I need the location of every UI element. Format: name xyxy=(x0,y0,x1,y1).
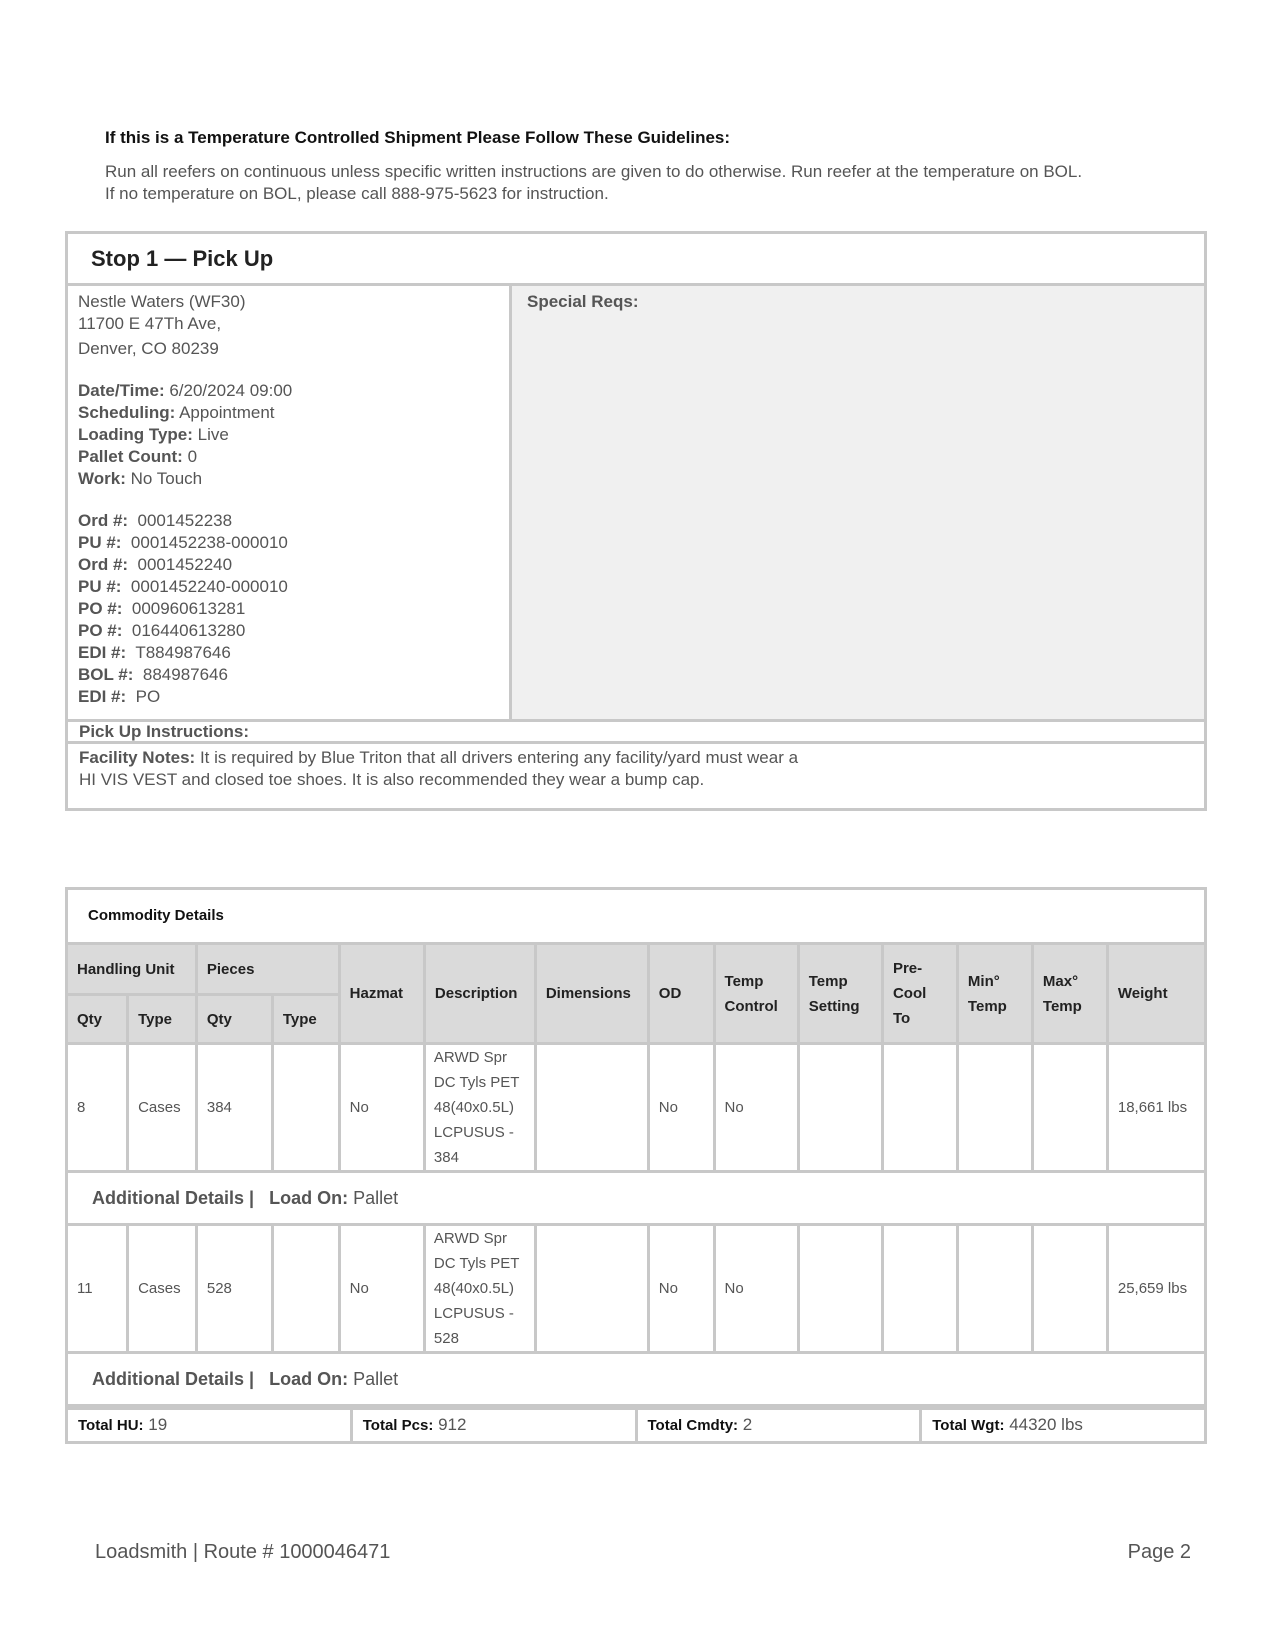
additional-details-row xyxy=(68,1353,1204,1406)
detail-value: Live xyxy=(197,425,229,444)
additional-details-label: Additional Details | xyxy=(92,1187,255,1208)
header-hu-type: Type xyxy=(128,995,197,1044)
header-hazmat: Hazmat xyxy=(339,945,424,1044)
header-hu-qty: Qty xyxy=(68,995,128,1044)
ref-label: PU #: xyxy=(78,577,122,596)
detail-label: Loading Type: xyxy=(78,425,193,444)
ref-row xyxy=(78,620,499,642)
total-pcs-label: Total Pcs: xyxy=(362,1417,434,1434)
header-handling-unit: Handling Unit xyxy=(68,945,196,995)
table-row xyxy=(68,1044,1204,1172)
total-pcs-value: 912 xyxy=(438,1415,467,1434)
ref-row xyxy=(78,510,499,532)
total-hu-value: 19 xyxy=(148,1415,168,1434)
ref-value: 0001452238 xyxy=(137,511,233,530)
header-precool: Pre-Cool To xyxy=(882,945,957,1044)
load-on-label: Load On: xyxy=(269,1187,349,1208)
ref-row xyxy=(78,554,499,576)
cell-hu-qty: 11 xyxy=(68,1225,128,1353)
footer-page-number: Page 2 xyxy=(1127,1541,1191,1563)
ref-label: BOL #: xyxy=(78,665,134,684)
additional-details-label: Additional Details | xyxy=(92,1368,255,1389)
guidelines-line-2: If no temperature on BOL, please call 888-975-5623 for instruction. xyxy=(105,184,609,203)
cell-weight: 25,659 lbs xyxy=(1107,1225,1204,1353)
header-temp-setting: Temp Setting xyxy=(798,945,882,1044)
ref-label: PU #: xyxy=(78,533,122,552)
total-hu xyxy=(68,1410,350,1441)
header-description: Description xyxy=(424,945,535,1044)
pickup-instructions-label: Pick Up Instructions: xyxy=(68,719,1204,744)
ref-value: 0001452238-000010 xyxy=(130,533,288,552)
detail-row xyxy=(78,424,499,446)
stop-title: Stop 1 — Pick Up xyxy=(68,234,1204,286)
ref-label: PO #: xyxy=(78,621,123,640)
header-od: OD xyxy=(648,945,714,1044)
ref-label: PO #: xyxy=(78,599,123,618)
detail-label: Work: xyxy=(78,469,126,488)
cell-pc-qty: 384 xyxy=(196,1044,272,1172)
detail-row xyxy=(78,380,499,402)
ref-value: 016440613280 xyxy=(131,621,246,640)
cell-description: ARWD Spr DC Tyls PET 48(40x0.5L) LCPUSUS - 384 xyxy=(424,1044,535,1172)
detail-row xyxy=(78,402,499,424)
totals-row xyxy=(68,1407,1204,1441)
facility-name: Nestle Waters (WF30) xyxy=(78,292,246,311)
address-line-1: 11700 E 47Th Ave, xyxy=(78,314,222,333)
ref-row xyxy=(78,532,499,554)
load-on-label: Load On: xyxy=(269,1368,349,1389)
header-weight: Weight xyxy=(1107,945,1204,1044)
ref-label: EDI #: xyxy=(78,643,127,662)
cell-min-temp xyxy=(957,1044,1032,1172)
load-on-value: Pallet xyxy=(353,1187,399,1208)
stop-details xyxy=(68,286,509,719)
address-line-2: Denver, CO 80239 xyxy=(78,339,219,358)
ref-row xyxy=(78,598,499,620)
detail-label: Pallet Count: xyxy=(78,447,183,466)
load-on-value: Pallet xyxy=(353,1368,399,1389)
cell-hu-type: Cases xyxy=(128,1044,197,1172)
special-reqs-panel xyxy=(509,286,1204,719)
header-pc-qty: Qty xyxy=(196,995,272,1044)
cell-dimensions xyxy=(535,1044,648,1172)
facility-notes-label: Facility Notes: xyxy=(79,748,196,767)
table-row xyxy=(68,1225,1204,1353)
cell-hu-qty: 8 xyxy=(68,1044,128,1172)
header-pieces: Pieces xyxy=(196,945,339,995)
cell-temp-control: No xyxy=(714,1044,798,1172)
total-wgt-value: 44320 lbs xyxy=(1009,1415,1083,1434)
cell-pc-type xyxy=(272,1044,339,1172)
ref-label: Ord #: xyxy=(78,555,129,574)
facility-notes xyxy=(68,744,1204,808)
ref-value: PO xyxy=(135,687,161,706)
cell-precool xyxy=(882,1044,957,1172)
commodity-title: Commodity Details xyxy=(68,890,1204,945)
commodity-details-section xyxy=(65,887,1207,1444)
detail-row xyxy=(78,468,499,490)
header-temp-control: Temp Control xyxy=(714,945,798,1044)
cell-pc-qty: 528 xyxy=(196,1225,272,1353)
ref-value: T884987646 xyxy=(135,643,231,662)
total-hu-label: Total HU: xyxy=(78,1417,144,1434)
cell-pc-type xyxy=(272,1225,339,1353)
cell-temp-setting xyxy=(798,1044,882,1172)
total-wgt-label: Total Wgt: xyxy=(932,1417,1005,1434)
detail-value: Appointment xyxy=(179,403,275,422)
detail-value: No Touch xyxy=(130,469,203,488)
detail-value: 6/20/2024 09:00 xyxy=(169,381,293,400)
ref-row xyxy=(78,686,499,708)
total-cmdty-value: 2 xyxy=(742,1415,753,1434)
detail-label: Scheduling: xyxy=(78,403,176,422)
ref-label: Ord #: xyxy=(78,511,129,530)
cell-max-temp xyxy=(1032,1225,1107,1353)
ref-row xyxy=(78,576,499,598)
header-max-temp: Max° Temp xyxy=(1032,945,1107,1044)
detail-row xyxy=(78,446,499,468)
cell-min-temp xyxy=(957,1225,1032,1353)
ref-value: 0001452240 xyxy=(137,555,233,574)
facility-notes-text: It is required by Blue Triton that all drivers entering any facility/yard must wear a HI VIS VEST and closed toe shoes. It is also recommended they wear a bump cap. xyxy=(79,748,799,789)
cell-max-temp xyxy=(1032,1044,1107,1172)
ref-label: EDI #: xyxy=(78,687,127,706)
ref-row xyxy=(78,642,499,664)
special-reqs-label: Special Reqs: xyxy=(527,292,639,311)
temperature-guidelines xyxy=(105,128,1185,205)
detail-value: 0 xyxy=(187,447,198,466)
ref-row xyxy=(78,664,499,686)
header-dimensions: Dimensions xyxy=(535,945,648,1044)
ref-value: 0001452240-000010 xyxy=(130,577,288,596)
cell-hu-type: Cases xyxy=(128,1225,197,1353)
ref-value: 000960613281 xyxy=(131,599,246,618)
commodity-table xyxy=(68,945,1204,1407)
cell-dimensions xyxy=(535,1225,648,1353)
total-cmdty xyxy=(635,1410,920,1441)
total-pcs xyxy=(350,1410,635,1441)
cell-temp-setting xyxy=(798,1225,882,1353)
total-cmdty-label: Total Cmdty: xyxy=(647,1417,739,1434)
cell-temp-control: No xyxy=(714,1225,798,1353)
cell-description: ARWD Spr DC Tyls PET 48(40x0.5L) LCPUSUS - 528 xyxy=(424,1225,535,1353)
additional-details-row xyxy=(68,1172,1204,1225)
detail-label: Date/Time: xyxy=(78,381,165,400)
header-pc-type: Type xyxy=(272,995,339,1044)
cell-weight: 18,661 lbs xyxy=(1107,1044,1204,1172)
cell-od: No xyxy=(648,1044,714,1172)
total-wgt xyxy=(919,1410,1204,1441)
stop-pickup-section xyxy=(65,231,1207,811)
header-min-temp: Min° Temp xyxy=(957,945,1032,1044)
guidelines-title: If this is a Temperature Controlled Shipment Please Follow These Guidelines: xyxy=(105,128,731,147)
cell-precool xyxy=(882,1225,957,1353)
footer-route: Loadsmith | Route # 1000046471 xyxy=(95,1541,391,1563)
cell-hazmat: No xyxy=(339,1044,424,1172)
ref-value: 884987646 xyxy=(142,665,228,684)
cell-hazmat: No xyxy=(339,1225,424,1353)
guidelines-line-1: Run all reefers on continuous unless specific written instructions are given to do otherwise. Run reefer at the temperature on BOL. xyxy=(105,162,1083,181)
cell-od: No xyxy=(648,1225,714,1353)
